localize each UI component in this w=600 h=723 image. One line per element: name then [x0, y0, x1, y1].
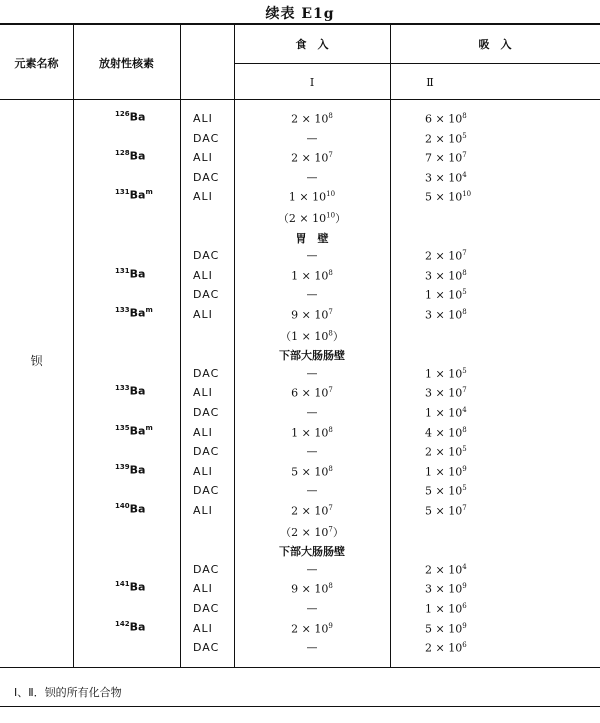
inhalation-value	[425, 563, 467, 577]
ingestion-note	[234, 230, 390, 246]
limit-type: DAC	[193, 445, 220, 459]
inhalation-exponent: 5	[462, 445, 467, 454]
nuclide-mass: 131	[115, 188, 130, 197]
inhalation-exponent: 5	[462, 288, 467, 297]
ingestion-base: —	[306, 366, 318, 380]
ingestion-close-paren: ）	[335, 212, 347, 225]
inhalation-base: 5 × 10	[425, 504, 463, 518]
inhalation-value	[425, 190, 471, 204]
ingestion-exponent: 8	[328, 464, 333, 473]
ingestion-base: （1 × 10	[280, 329, 329, 343]
nuclide-mass: 131	[115, 266, 130, 275]
inhalation-value	[425, 602, 467, 616]
inhalation-exponent: 10	[462, 190, 472, 199]
nuclide-mass: 141	[115, 580, 130, 589]
ingestion-value	[234, 171, 390, 184]
ingestion-exponent: 7	[328, 151, 333, 160]
ingestion-base: 胃 壁	[295, 231, 329, 245]
ingestion-value	[234, 602, 390, 615]
nuclide-metastable: m	[145, 306, 153, 314]
ingestion-base: 1 × 10	[288, 191, 327, 205]
nuclide-mass: 128	[115, 149, 130, 158]
col-divider-1	[73, 25, 74, 667]
ingestion-base: 下部大肠肠壁	[279, 545, 345, 559]
inhalation-exponent: 4	[462, 406, 467, 414]
inhalation-exponent: 5	[462, 366, 467, 375]
ingestion-base: 5 × 10	[291, 465, 329, 479]
ingestion-base: —	[306, 602, 318, 615]
limit-type: ALI	[193, 308, 213, 321]
inhalation-value	[425, 426, 467, 440]
ingestion-value	[234, 641, 390, 654]
nuclide-label	[115, 424, 153, 438]
ingestion-value	[234, 249, 390, 262]
inhalation-base: 1 × 10	[425, 602, 463, 616]
limit-type: DAC	[193, 366, 220, 380]
nuclide-label	[115, 149, 145, 163]
table-title: 续表 E1g	[265, 6, 335, 22]
header-inhalation: 吸 入	[478, 38, 512, 51]
inhalation-value	[425, 249, 467, 263]
nuclide-symbol: Ba	[129, 502, 146, 516]
inhalation-exponent: 8	[462, 425, 467, 434]
inhalation-base: 1 × 10	[425, 406, 463, 420]
inhalation-value	[425, 367, 467, 381]
header-sub-rule	[234, 63, 600, 64]
inhalation-base: 2 × 10	[425, 132, 463, 146]
ingestion-base: 1 × 10	[291, 426, 329, 440]
col-divider-4	[390, 25, 391, 667]
limit-type: ALI	[193, 386, 213, 400]
ingestion-base: 9 × 10	[291, 308, 329, 322]
inhalation-base: 6 × 10	[425, 112, 463, 126]
ingestion-exponent: 8	[328, 112, 333, 120]
ingestion-base: 1 × 10	[291, 269, 329, 283]
nuclide-label	[115, 188, 153, 202]
ingestion-value	[234, 210, 390, 226]
ingestion-exponent: 7	[328, 504, 333, 512]
ingestion-base: 6 × 10	[291, 387, 329, 401]
inhalation-exponent: 8	[462, 308, 467, 316]
ingestion-exponent: 8	[328, 268, 333, 277]
ingestion-exponent: 8	[328, 425, 333, 434]
ingestion-base: —	[306, 288, 318, 302]
inhalation-exponent: 9	[462, 621, 467, 630]
ingestion-value	[234, 524, 390, 540]
nuclide-mass: 142	[115, 619, 130, 628]
inhalation-base: 3 × 10	[425, 171, 463, 185]
nuclide-mass: 135	[115, 423, 130, 432]
element-name: 钡	[30, 354, 43, 368]
ingestion-base: —	[306, 406, 318, 419]
ingestion-value	[234, 563, 390, 576]
nuclide-label	[115, 267, 145, 281]
ingestion-value	[234, 269, 390, 283]
nuclide-mass: 133	[115, 384, 130, 393]
ingestion-base: —	[306, 484, 318, 498]
ingestion-value	[234, 426, 390, 440]
ingestion-exponent: 8	[328, 328, 333, 337]
nuclide-label	[115, 620, 145, 634]
nuclide-metastable: m	[145, 188, 153, 197]
inhalation-value	[425, 504, 467, 518]
ingestion-base: （2 × 10	[277, 212, 327, 225]
inhalation-value	[425, 288, 467, 302]
header-sub-ingestion: Ⅰ	[309, 76, 315, 89]
ingestion-value	[234, 190, 390, 204]
nuclide-mass: 140	[115, 502, 130, 510]
inhalation-exponent: 9	[462, 464, 467, 473]
ingestion-base: 2 × 10	[291, 622, 329, 636]
inhalation-exponent: 6	[462, 641, 467, 650]
ingestion-value	[234, 465, 390, 479]
header-ingestion: 食 入	[295, 38, 329, 51]
inhalation-exponent: 4	[462, 562, 467, 571]
ingestion-base: 9 × 10	[291, 583, 329, 597]
footnote: Ⅰ、Ⅱ．钡的所有化合物	[14, 686, 122, 699]
inhalation-base: 5 × 10	[425, 191, 463, 205]
ingestion-value	[234, 151, 390, 165]
nuclide-symbol: Ba	[129, 306, 146, 320]
inhalation-value	[425, 386, 467, 400]
inhalation-exponent: 6	[462, 602, 467, 610]
inhalation-base: 3 × 10	[425, 308, 463, 322]
inhalation-base: 1 × 10	[425, 465, 463, 479]
inhalation-base: 5 × 10	[425, 622, 463, 636]
inhalation-value	[425, 445, 467, 459]
ingestion-base: 下部大肠肠壁	[279, 349, 345, 363]
limit-type: ALI	[193, 504, 213, 517]
limit-type: ALI	[193, 112, 213, 125]
inhalation-value	[425, 641, 467, 655]
inhalation-base: 2 × 10	[425, 641, 463, 655]
inhalation-value	[425, 112, 467, 126]
inhalation-exponent: 7	[462, 151, 467, 160]
ingestion-value	[234, 445, 390, 458]
ingestion-value	[234, 622, 390, 636]
header-nuclide: 放射性核素	[99, 57, 154, 70]
limit-type: DAC	[193, 406, 220, 419]
inhalation-value	[425, 465, 467, 479]
limit-type: ALI	[193, 464, 213, 478]
nuclide-mass: 139	[115, 462, 130, 471]
inhalation-value	[425, 308, 467, 322]
ingestion-base: —	[306, 249, 318, 263]
limit-type: ALI	[193, 268, 213, 282]
nuclide-label	[115, 580, 145, 594]
col-divider-2	[180, 25, 181, 667]
inhalation-value	[425, 484, 467, 498]
ingestion-note	[234, 543, 390, 559]
limit-type: ALI	[193, 151, 213, 165]
ingestion-exponent: 10	[326, 190, 336, 199]
ingestion-close-paren: ）	[332, 329, 344, 343]
limit-type: ALI	[193, 190, 213, 204]
nuclide-symbol: Ba	[129, 424, 146, 438]
ingestion-exponent: 9	[328, 621, 333, 630]
nuclide-label	[115, 463, 145, 477]
ingestion-base: 2 × 10	[291, 504, 329, 518]
ingestion-value	[234, 132, 390, 145]
nuclide-symbol: Ba	[129, 267, 146, 281]
limit-type: ALI	[193, 582, 213, 596]
nuclide-label	[115, 502, 145, 516]
limit-type: ALI	[193, 425, 213, 439]
inhalation-exponent: 7	[462, 386, 467, 395]
inhalation-exponent: 7	[462, 249, 467, 258]
ingestion-base: —	[306, 131, 318, 145]
nuclide-symbol: Ba	[129, 620, 146, 634]
ingestion-value	[234, 484, 390, 497]
limit-type: DAC	[193, 131, 220, 145]
header-element: 元素名称	[14, 57, 59, 70]
ingestion-exponent: 7	[328, 524, 333, 533]
nuclide-symbol: Ba	[129, 581, 146, 595]
ingestion-value	[234, 308, 390, 322]
inhalation-base: 1 × 10	[425, 289, 463, 303]
nuclide-symbol: Ba	[129, 110, 146, 124]
limit-type: ALI	[193, 621, 213, 635]
inhalation-exponent: 9	[462, 582, 467, 591]
inhalation-exponent: 5	[462, 131, 467, 140]
ingestion-note	[234, 347, 390, 363]
inhalation-exponent: 7	[462, 504, 467, 512]
limit-type: DAC	[193, 602, 220, 615]
nuclide-label	[115, 110, 145, 124]
nuclide-symbol: Ba	[129, 385, 146, 399]
limit-type: DAC	[193, 249, 220, 263]
inhalation-exponent: 8	[462, 112, 467, 120]
ingestion-value	[234, 406, 390, 419]
ingestion-close-paren: ）	[332, 525, 344, 539]
inhalation-value	[425, 622, 467, 636]
inhalation-base: 2 × 10	[425, 445, 463, 459]
ingestion-base: —	[306, 445, 318, 459]
top-rule	[0, 23, 600, 25]
ingestion-base: 2 × 10	[291, 151, 329, 165]
inhalation-base: 3 × 10	[425, 269, 463, 283]
ingestion-base: —	[306, 170, 318, 184]
ingestion-base: 2 × 10	[291, 112, 329, 126]
ingestion-exponent: 10	[326, 211, 336, 220]
ingestion-base: —	[306, 641, 318, 655]
limit-type: DAC	[193, 484, 220, 498]
ingestion-exponent: 8	[328, 582, 333, 591]
inhalation-base: 1 × 10	[425, 367, 463, 381]
inhalation-value	[425, 582, 467, 596]
ingestion-base: —	[306, 562, 318, 576]
ingestion-value	[234, 386, 390, 400]
nuclide-symbol: Ba	[129, 463, 146, 477]
nuclide-metastable: m	[145, 423, 153, 432]
footnote-bottom-rule	[0, 706, 600, 707]
ingestion-value	[234, 112, 390, 126]
ingestion-value	[234, 582, 390, 596]
inhalation-base: 7 × 10	[425, 151, 463, 165]
inhalation-exponent: 8	[462, 268, 467, 277]
inhalation-value	[425, 151, 467, 165]
limit-type: DAC	[193, 562, 220, 576]
ingestion-value	[234, 288, 390, 301]
nuclide-mass: 133	[115, 306, 130, 314]
inhalation-exponent: 4	[462, 170, 467, 179]
inhalation-base: 2 × 10	[425, 249, 463, 263]
ingestion-exponent: 7	[328, 386, 333, 395]
inhalation-base: 5 × 10	[425, 485, 463, 499]
ingestion-exponent: 7	[328, 308, 333, 316]
inhalation-value	[425, 132, 467, 146]
nuclide-label	[115, 384, 145, 398]
inhalation-exponent: 5	[462, 484, 467, 493]
ingestion-value	[234, 504, 390, 518]
inhalation-base: 2 × 10	[425, 563, 463, 577]
inhalation-base: 4 × 10	[425, 426, 463, 440]
inhalation-base: 3 × 10	[425, 387, 463, 401]
header-bottom-rule	[0, 99, 600, 100]
inhalation-base: 3 × 10	[425, 583, 463, 597]
header-sub-inhalation: Ⅱ	[426, 76, 434, 89]
ingestion-base: （2 × 10	[280, 525, 329, 539]
ingestion-value	[234, 328, 390, 344]
inhalation-value	[425, 171, 467, 185]
nuclide-symbol: Ba	[129, 189, 146, 203]
inhalation-value	[425, 406, 467, 420]
inhalation-value	[425, 269, 467, 283]
ingestion-value	[234, 367, 390, 380]
nuclide-mass: 126	[115, 110, 130, 118]
limit-type: DAC	[193, 170, 220, 184]
body-bottom-rule	[0, 667, 600, 668]
nuclide-symbol: Ba	[129, 149, 146, 163]
limit-type: DAC	[193, 288, 220, 302]
nuclide-label	[115, 306, 153, 320]
limit-type: DAC	[193, 641, 220, 655]
